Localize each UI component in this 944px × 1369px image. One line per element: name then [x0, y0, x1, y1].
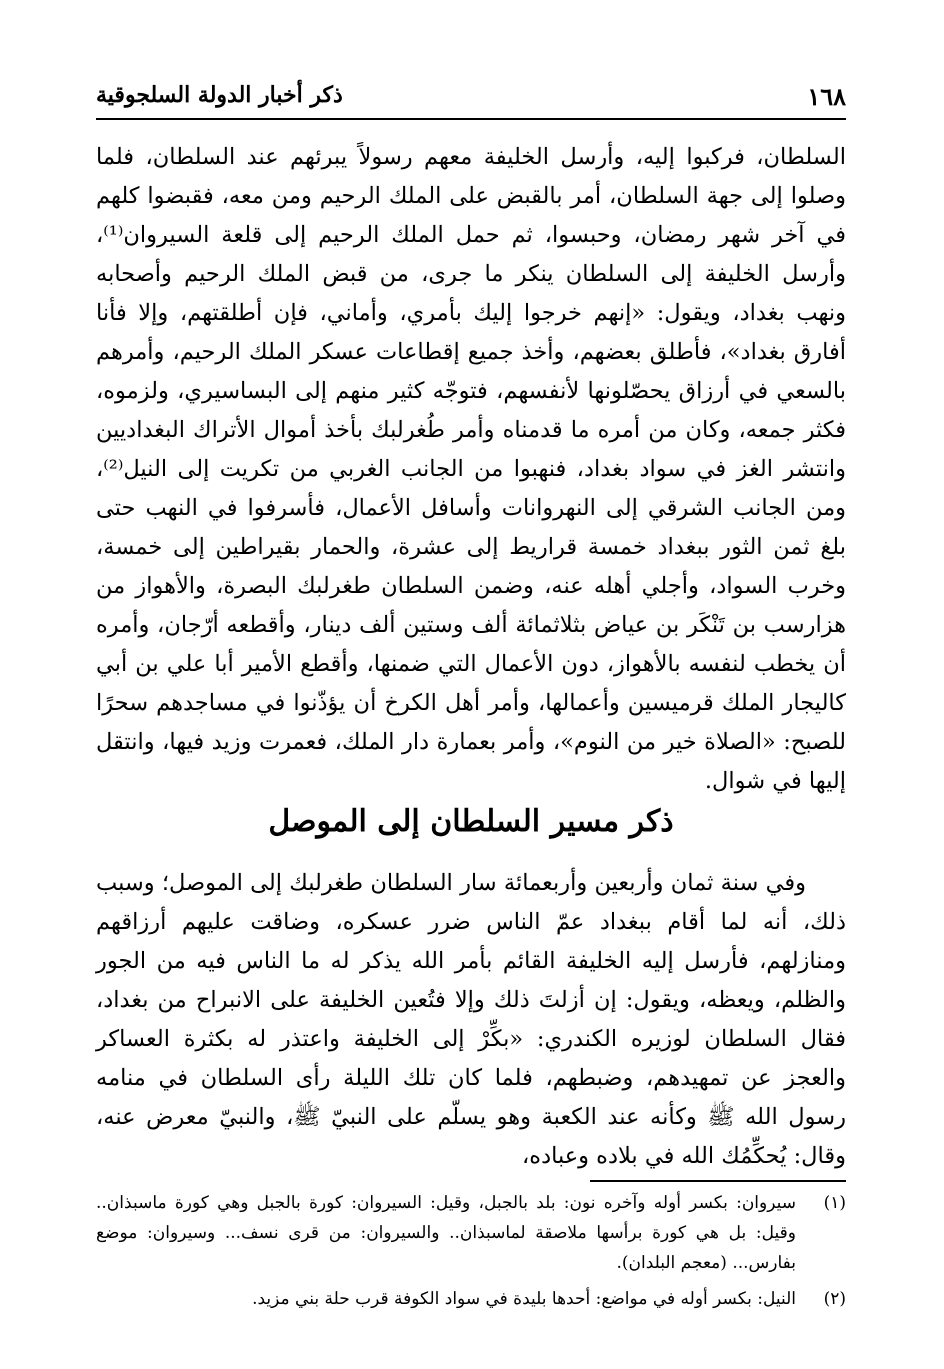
page-number: ١٦٨: [807, 82, 846, 111]
running-title: ذكر أخبار الدولة السلجوقية: [96, 82, 343, 108]
footnote-number: (٢): [823, 1289, 846, 1309]
header-divider: [96, 118, 846, 120]
footnote-1: [96, 1188, 846, 1278]
section-heading: ذكر مسير السلطان إلى الموصل: [268, 804, 674, 839]
body-text-part-1: [96, 138, 846, 801]
footnote-divider: [590, 1180, 846, 1182]
footnote-number: (١): [823, 1193, 846, 1213]
body-text-part-2: [96, 864, 846, 1176]
footnote-text: النيل: بكسر أوله في مواضع: أحدها بليدة في سواد الكوفة قرب حلة بني مزيد.: [252, 1289, 796, 1309]
paragraph: السلطان، فركبوا إليه، وأرسل الخليفة معهم رسولاً يبرئهم عند السلطان، فلما وصلوا إلى جهة السلطان، أمر بالقبض على الملك الرحيم ومن معه، فقبضوا كلهم في آخر شهر رمضان، وحبسوا، ثم حمل الملك الرحيم إلى قلعة السيروان⁽¹⁾، وأرسل الخليفة إلى السلطان ينكر ما جرى، من قبض الملك الرحيم وأصحابه ونهب بغداد، ويقول: «إنهم خرجوا إليك بأمري، وأماني، فإن أطلقتهم، وإلا فأنا أفارق بغداد»، فأطلق بعضهم، وأخذ جميع إقطاعات عسكر الملك الرحيم، وأمرهم بالسعي في أرزاق يحصّلونها لأنفسهم، فتوجّه كثير منهم إلى البساسيري، ولزموه، فكثر جمعه، وكان من أمره ما قدمناه وأمر طُغرلبك بأخذ أموال الأتراك البغداديين وانتشر الغز في سواد بغداد، فنهبوا من الجانب الغربي من تكريت إلى النيل⁽²⁾، ومن الجانب الشرقي إلى النهروانات وأسافل الأعمال، فأسرفوا في النهب حتى بلغ ثمن الثور ببغداد خمسة قراريط إلى عشرة، والحمار بقيراطين إلى خمسة، وخرب السواد، وأجلي أهله عنه، وضمن السلطان طغرلبك البصرة، والأهواز من هزارسب بن تَنْكَر بن عياض بثلاثمائة ألف وستين ألف دينار، وأقطعه أرّجان، وأمره أن يخطب لنفسه بالأهواز، دون الأعمال التي ضمنها، وأقطع الأمير أبا علي بن أبي كاليجار الملك قرميسين وأعمالها، وأمر أهل الكرخ أن يؤذّنوا في مساجدهم سحرًا للصبح: «الصلاة خير من النوم»، وأمر بعمارة دار الملك، فعمرت وزيد فيها، وانتقل إليها في شوال.: [96, 144, 846, 794]
footnote-text: سيروان: بكسر أوله وآخره نون: بلد بالجبل، وقيل: السيروان: كورة بالجبل وهي كورة ماسبذان.. وقيل: بل هي كورة برأسها ملاصقة لماسبذان.. والسيروان: من قرى نسف... وسيروان: موضع بفارس... (معجم البلدان).: [96, 1193, 796, 1273]
page-header: [96, 78, 846, 112]
footnotes: [96, 1188, 846, 1320]
paragraph: وفي سنة ثمان وأربعين وأربعمائة سار السلطان طغرلبك إلى الموصل؛ وسبب ذلك، أنه لما أقام ببغداد عمّ الناس ضرر عسكره، وضاقت عليهم أرزاقهم ومنازلهم، فأرسل إليه الخليفة القائم بأمر الله يذكر له ما الناس فيه من الجور والظلم، ويعظه، ويقول: إن أزلتَ ذلك وإلا فتُعين الخليفة على الانبراح من بغداد، فقال السلطان لوزيره الكندري: «بكِّرْ إلى الخليفة واعتذر له بكثرة العساكر والعجز عن تمهيدهم، وضبطهم، فلما كان تلك الليلة رأى السلطان في منامه رسول الله ﷺ وكأنه عند الكعبة وهو يسلّم على النبيّ ﷺ، والنبيّ معرض عنه، وقال: يُحكِّمُك الله في بلاده وعباده،: [96, 870, 846, 1169]
footnote-2: [96, 1284, 846, 1314]
